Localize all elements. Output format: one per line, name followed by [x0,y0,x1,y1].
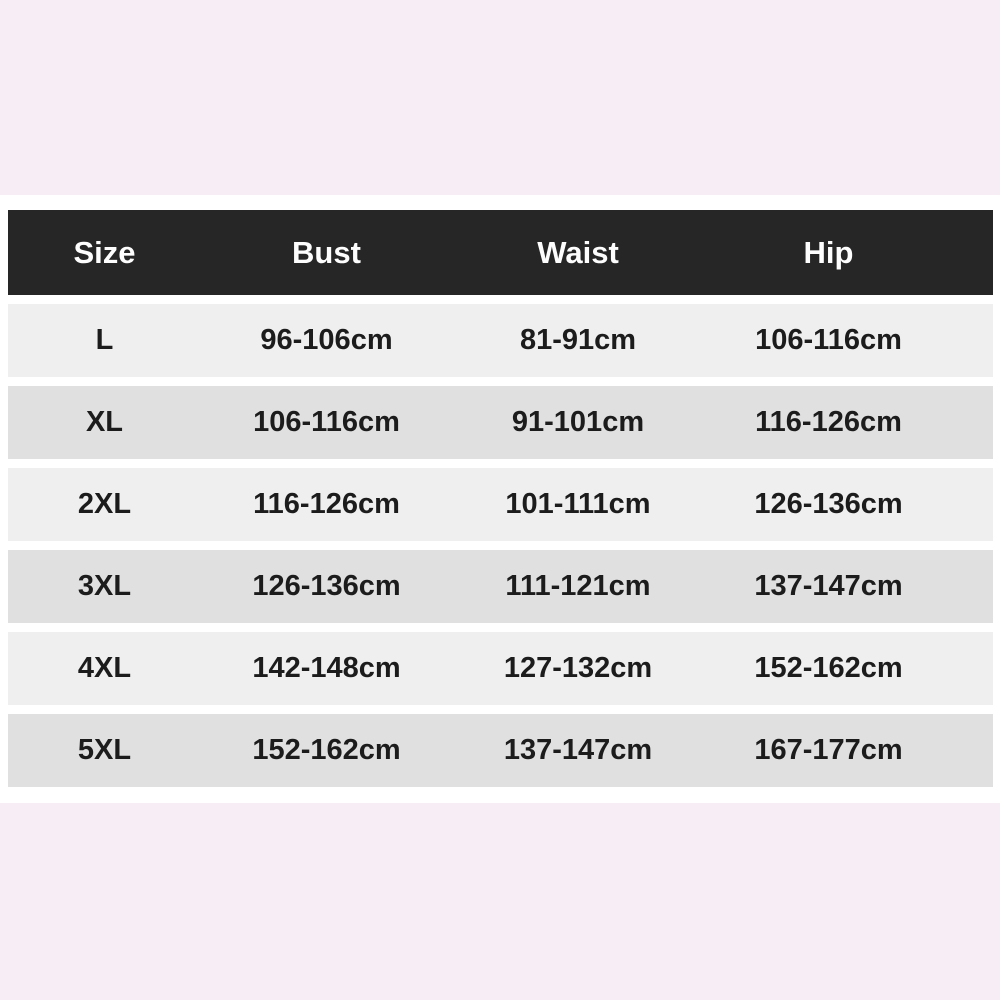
waist-cell: 127-132cm [503,652,653,684]
hip-cell: 126-136cm [754,488,903,520]
table-row [8,468,993,541]
waist-cell: 81-91cm [519,324,637,356]
hip-cell: 106-116cm [755,324,902,356]
size-chart-table [8,210,993,787]
size-cell: L [95,324,114,356]
column-header-bust: Bust [292,235,361,270]
hip-cell: 116-126cm [755,406,902,438]
size-cell: 2XL [77,488,132,520]
size-cell: 5XL [77,734,132,766]
table-row [8,550,993,623]
column-header-waist: Waist [537,235,619,270]
table-row [8,304,993,377]
size-cell: 3XL [77,570,132,602]
waist-cell: 91-101cm [511,406,645,438]
bust-cell: 116-126cm [253,488,400,520]
table-header-row [8,210,993,295]
table-row [8,714,993,787]
waist-cell: 137-147cm [503,734,653,766]
hip-cell: 137-147cm [754,570,903,602]
waist-cell: 111-121cm [505,570,651,602]
bust-cell: 96-106cm [260,324,393,356]
bust-cell: 152-162cm [252,734,401,766]
column-header-hip: Hip [803,235,854,270]
bust-cell: 106-116cm [253,406,400,438]
bust-cell: 126-136cm [252,570,401,602]
table-row [8,386,993,459]
hip-cell: 167-177cm [754,734,903,766]
size-cell: XL [85,406,124,438]
column-header-size: Size [73,235,136,270]
waist-cell: 101-111cm [505,488,651,520]
table-row [8,632,993,705]
hip-cell: 152-162cm [754,652,903,684]
bust-cell: 142-148cm [252,652,401,684]
size-cell: 4XL [77,652,132,684]
